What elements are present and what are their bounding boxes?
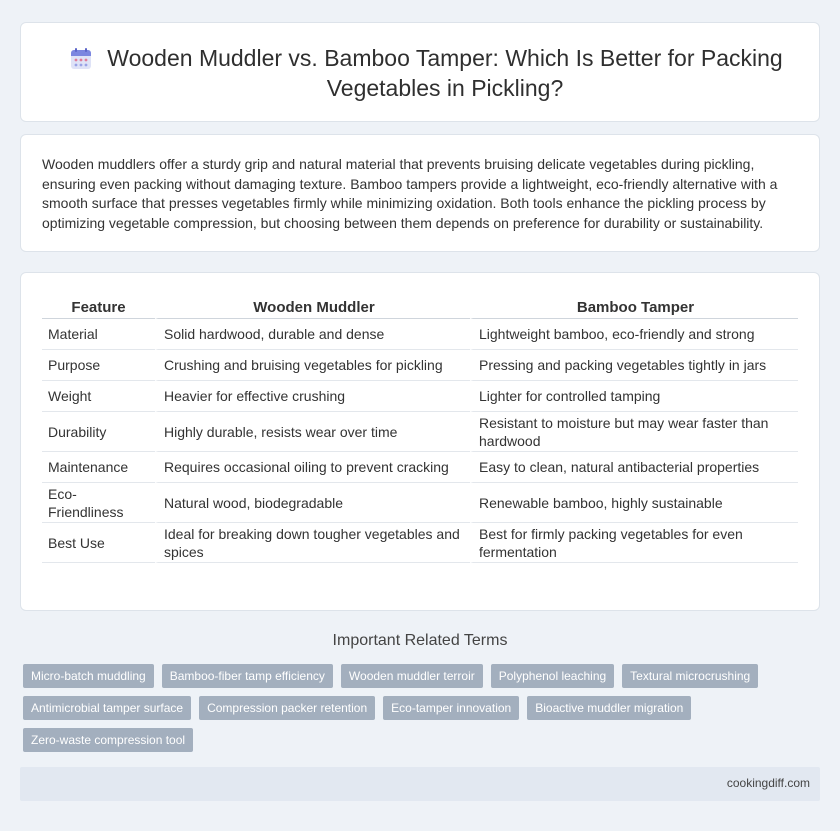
- related-tag[interactable]: Antimicrobial tamper surface: [23, 696, 191, 720]
- wooden-cell: Ideal for breaking down tougher vegetables and spices: [155, 523, 470, 563]
- bamboo-cell: Lighter for controlled tamping: [470, 381, 798, 412]
- feature-cell: Best Use: [42, 523, 155, 563]
- bamboo-cell: Easy to clean, natural antibacterial properties: [470, 452, 798, 483]
- related-tag[interactable]: Wooden muddler terroir: [341, 664, 483, 688]
- related-terms-title: Important Related Terms: [332, 632, 508, 649]
- header-bamboo-tamper: Bamboo Tamper: [470, 295, 798, 319]
- feature-cell: Eco-Friendliness: [42, 483, 155, 523]
- table-row: [42, 452, 798, 483]
- feature-cell: Purpose: [42, 350, 155, 381]
- wooden-cell: Heavier for effective crushing: [155, 381, 470, 412]
- bamboo-cell: Pressing and packing vegetables tightly in jars: [470, 350, 798, 381]
- related-tag[interactable]: Bioactive muddler migration: [527, 696, 691, 720]
- related-tag[interactable]: Polyphenol leaching: [491, 664, 614, 688]
- header-wooden-muddler: Wooden Muddler: [155, 295, 470, 319]
- bamboo-cell: Resistant to moisture but may wear faster than hardwood: [470, 412, 798, 452]
- related-tag[interactable]: Micro-batch muddling: [23, 664, 154, 688]
- wooden-cell: Crushing and bruising vegetables for pickling: [155, 350, 470, 381]
- related-tag[interactable]: Bamboo-fiber tamp efficiency: [162, 664, 333, 688]
- wooden-cell: Solid hardwood, durable and dense: [155, 319, 470, 350]
- table-row: [42, 381, 798, 412]
- header-feature: Feature: [42, 295, 155, 319]
- related-tag[interactable]: Zero-waste compression tool: [23, 728, 193, 752]
- page-title: Wooden Muddler vs. Bamboo Tamper: Which Is Better for Packing Vegetables in Pickling?: [107, 45, 783, 101]
- footer-site-link[interactable]: cookingdiff.com: [726, 776, 810, 790]
- bamboo-cell: Best for firmly packing vegetables for even fermentation: [470, 523, 798, 563]
- calendar-icon: [69, 47, 93, 71]
- related-terms-tags: [23, 664, 803, 752]
- feature-cell: Durability: [42, 412, 155, 452]
- wooden-cell: Highly durable, resists wear over time: [155, 412, 470, 452]
- bamboo-cell: Lightweight bamboo, eco-friendly and strong: [470, 319, 798, 350]
- footer-bar: [20, 767, 820, 801]
- related-tag[interactable]: Textural microcrushing: [622, 664, 758, 688]
- table-row: [42, 483, 798, 523]
- intro-paragraph: Wooden muddlers offer a sturdy grip and natural material that prevents bruising delicate vegetables during pickling, ensuring even packing without damaging texture. Bamboo tampers provide a lightweight, eco-friendly alternative with a smooth surface that presses vegetables firmly while minimizing oxidation. Both tools enhance the pickling process by optimizing vegetable compression, but choosing between them depends on preference for durability or sustainability.: [42, 156, 778, 231]
- feature-cell: Weight: [42, 381, 155, 412]
- table-header-row: [42, 295, 798, 319]
- bamboo-cell: Renewable bamboo, highly sustainable: [470, 483, 798, 523]
- table-row: [42, 350, 798, 381]
- table-row: [42, 523, 798, 563]
- table-row: [42, 412, 798, 452]
- related-tag[interactable]: Eco-tamper innovation: [383, 696, 519, 720]
- comparison-card: [20, 272, 820, 611]
- wooden-cell: Natural wood, biodegradable: [155, 483, 470, 523]
- feature-cell: Maintenance: [42, 452, 155, 483]
- intro-card: [20, 134, 820, 252]
- related-tag[interactable]: Compression packer retention: [199, 696, 375, 720]
- comparison-table: [42, 295, 798, 563]
- title-card: [20, 22, 820, 122]
- table-row: [42, 319, 798, 350]
- feature-cell: Material: [42, 319, 155, 350]
- wooden-cell: Requires occasional oiling to prevent cracking: [155, 452, 470, 483]
